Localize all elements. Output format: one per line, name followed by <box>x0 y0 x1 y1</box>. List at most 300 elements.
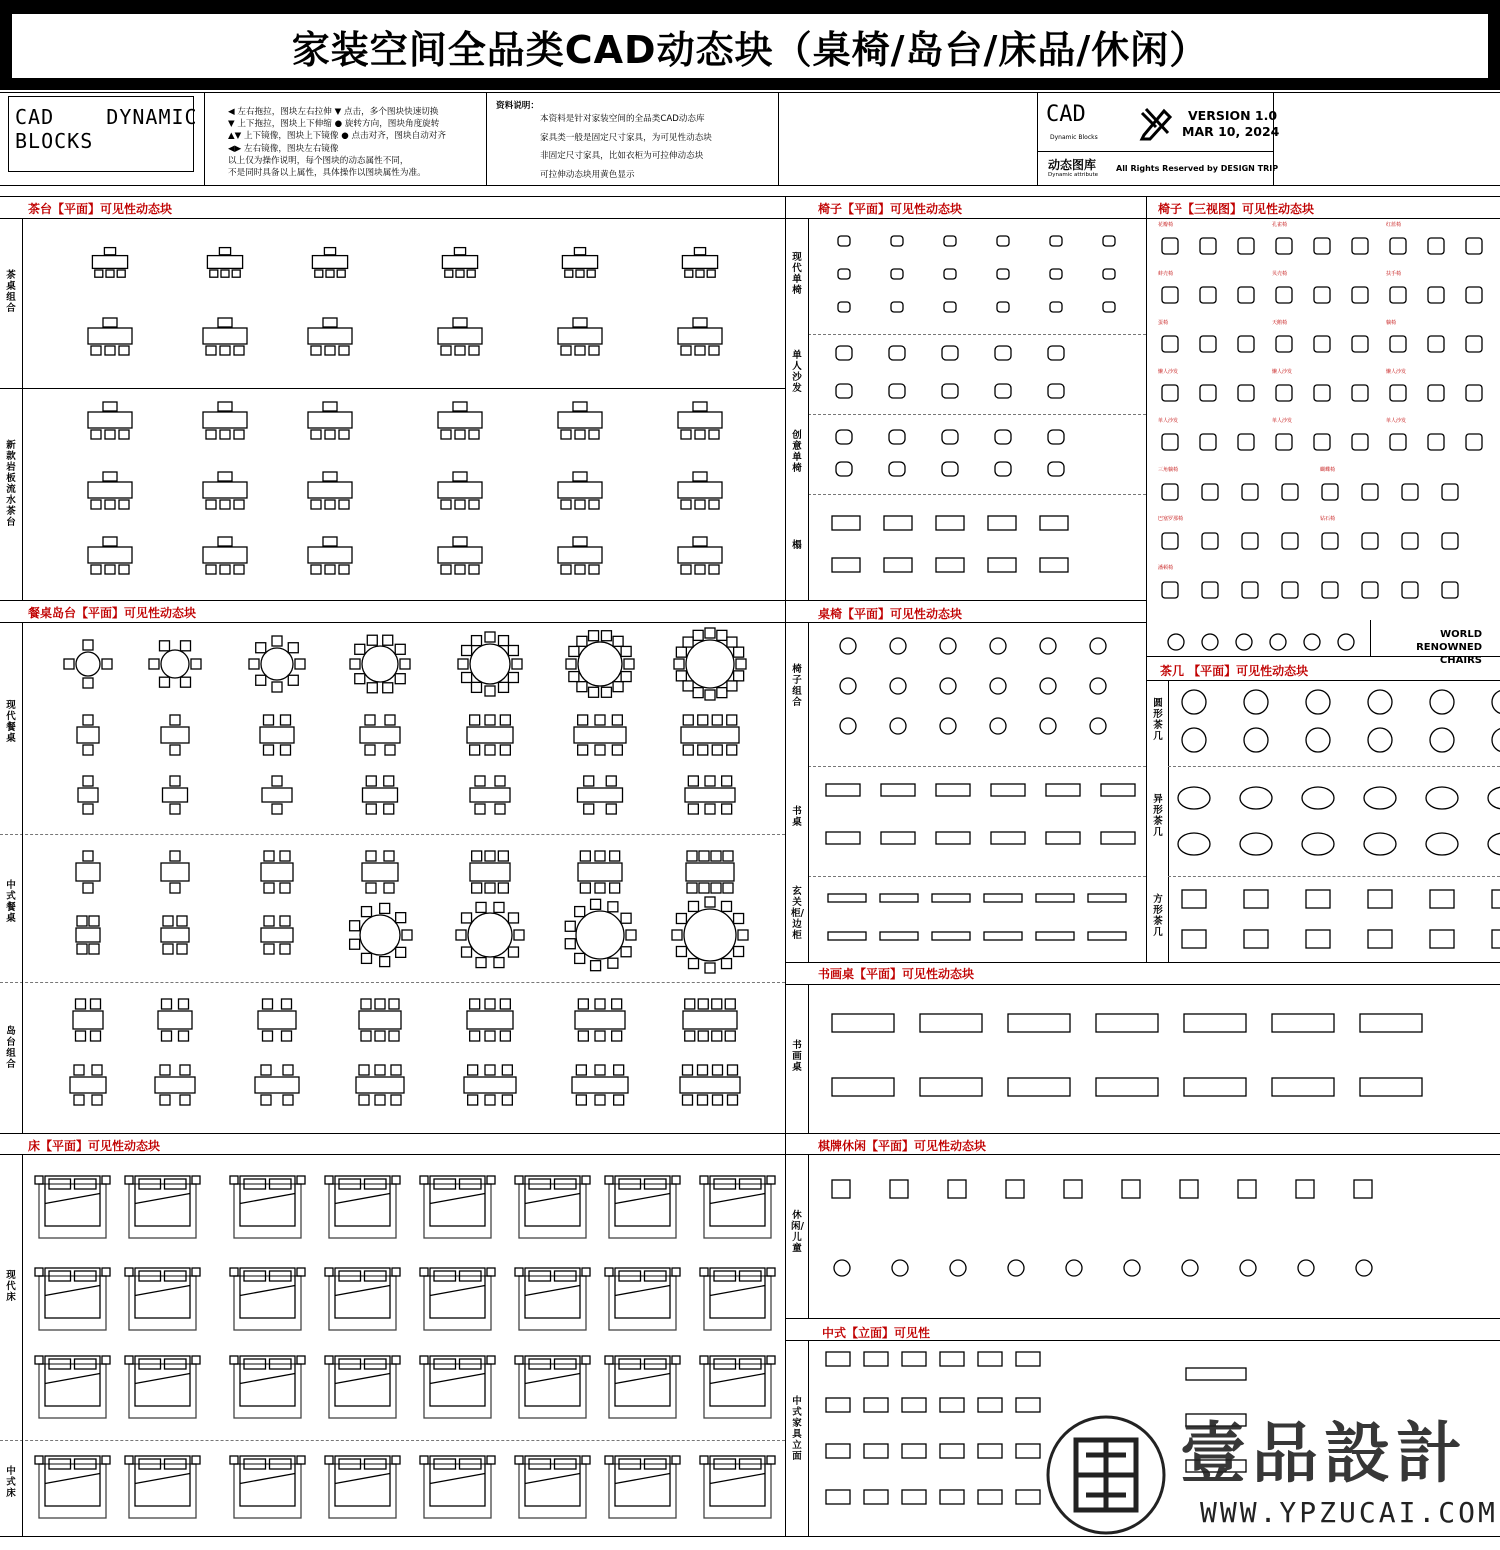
chair-symbol <box>485 632 495 642</box>
chair-symbol <box>103 472 117 481</box>
nightstand-symbol <box>102 1456 110 1464</box>
chair-symbol <box>337 270 345 277</box>
game-table-symbol <box>1064 1180 1082 1198</box>
coffee-table-symbol <box>1368 728 1392 752</box>
chair-symbol <box>220 346 230 355</box>
chair-symbol <box>1103 269 1115 279</box>
chair-symbol <box>472 682 482 692</box>
rug-symbol <box>39 1464 106 1518</box>
nightstand-symbol <box>192 1176 200 1184</box>
chair-3view-symbol <box>1322 484 1338 500</box>
chair-type-label: 单人沙发 <box>1386 418 1407 424</box>
coffee-table-symbol <box>1488 833 1500 855</box>
chair-symbol <box>380 903 390 913</box>
chair-symbol <box>838 269 850 279</box>
sofa-symbol <box>889 384 905 398</box>
nightstand-symbol <box>487 1268 495 1276</box>
chair-3view-symbol <box>1242 533 1258 549</box>
coffee-table-symbol <box>1492 890 1500 908</box>
coffee-table-symbol <box>1368 890 1392 908</box>
section-title-leisure: 棋牌休闲【平面】可见性动态块 <box>818 1139 987 1153</box>
desk-symbol <box>991 784 1025 796</box>
rug-symbol <box>424 1464 491 1518</box>
chair-symbol <box>119 565 129 574</box>
sofa-symbol <box>1048 346 1064 360</box>
tea-table-block <box>558 547 602 563</box>
chair-symbol <box>561 346 571 355</box>
dining-table-block <box>77 727 99 743</box>
chair-symbol <box>485 999 495 1009</box>
chair-symbol <box>282 1031 292 1041</box>
chair-symbol <box>683 681 693 691</box>
chair-symbol <box>612 715 622 725</box>
chair-3view-symbol <box>1442 533 1458 549</box>
elevation-symbol <box>978 1444 1002 1458</box>
chair-symbol <box>170 745 180 755</box>
elevation-symbol <box>978 1352 1002 1366</box>
chair-symbol <box>485 686 495 696</box>
chair-symbol <box>117 270 125 277</box>
elevation-symbol <box>978 1490 1002 1504</box>
coffee-table-symbol <box>1306 930 1330 948</box>
chair-type-label: 单人沙发 <box>1272 418 1293 424</box>
chair-symbol <box>576 270 584 277</box>
nightstand-symbol <box>297 1456 305 1464</box>
rug-symbol <box>129 1464 196 1518</box>
tea-table-block <box>92 256 127 269</box>
chair-symbol <box>722 776 732 786</box>
chair-symbol <box>601 687 611 697</box>
chair-symbol <box>380 957 390 967</box>
chair-symbol <box>383 635 393 645</box>
chair-type-label: 孔雀椅 <box>1272 222 1288 228</box>
chair-symbol <box>453 537 467 546</box>
dining-table-block <box>261 928 293 942</box>
blanket-fold-symbol <box>430 1286 485 1296</box>
nightstand-symbol <box>230 1268 238 1276</box>
chair-symbol <box>499 636 509 646</box>
chair-symbol <box>612 745 622 755</box>
elevation-symbol <box>940 1490 964 1504</box>
chair-symbol <box>727 681 737 691</box>
chair-symbol <box>441 346 451 355</box>
chair-symbol <box>940 638 956 654</box>
dining-table-block <box>470 644 510 684</box>
chair-symbol <box>365 745 375 755</box>
chair-symbol <box>472 851 482 861</box>
chair-symbol <box>375 1065 385 1075</box>
chair-symbol <box>575 346 585 355</box>
chair-symbol <box>105 500 115 509</box>
chair-symbol <box>89 916 99 926</box>
chair-symbol <box>576 1065 586 1075</box>
chair-symbol <box>705 628 715 638</box>
chair-symbol <box>508 913 518 923</box>
chair-symbol <box>149 659 159 669</box>
chair-symbol <box>709 346 719 355</box>
chair-symbol <box>472 636 482 646</box>
chair-symbol <box>219 248 230 255</box>
study-desk-symbol <box>1008 1078 1070 1096</box>
chair-3view-symbol <box>1390 336 1406 352</box>
chair-symbol <box>105 346 115 355</box>
watermark-seal-icon <box>1046 1400 1166 1550</box>
chair-symbol <box>91 346 101 355</box>
chair-symbol <box>699 883 709 893</box>
coffee-table-symbol <box>1244 890 1268 908</box>
chair-symbol <box>64 659 74 669</box>
tea-table-block <box>562 256 597 269</box>
chair-symbol <box>469 500 479 509</box>
blanket-fold-symbol <box>135 1474 190 1484</box>
chair-symbol <box>694 248 705 255</box>
coffee-table-symbol <box>1430 728 1454 752</box>
chair-symbol <box>717 688 727 698</box>
chair-symbol <box>889 462 905 476</box>
chair-3view-symbol <box>1390 287 1406 303</box>
dining-table-block <box>76 863 100 881</box>
nightstand-symbol <box>192 1356 200 1364</box>
chair-symbol <box>589 500 599 509</box>
chair-symbol <box>840 638 856 654</box>
chair-symbol <box>462 646 472 656</box>
chair-symbol <box>1048 430 1064 444</box>
nightstand-symbol <box>767 1356 775 1364</box>
chair-symbol <box>160 641 170 651</box>
chair-symbol <box>105 430 115 439</box>
chair-3view-symbol <box>1276 287 1292 303</box>
coffee-table-symbol <box>1430 930 1454 948</box>
nightstand-symbol <box>125 1356 133 1364</box>
chair-3view-symbol <box>1282 484 1298 500</box>
chair-symbol <box>89 944 99 954</box>
chair-symbol <box>575 953 585 963</box>
watermark-name: 壹品設計 <box>1180 1414 1468 1492</box>
chair-symbol <box>264 883 274 893</box>
chair-symbol <box>689 901 699 911</box>
elevation-symbol <box>1016 1490 1040 1504</box>
chair-symbol <box>162 999 172 1009</box>
dining-table-block <box>78 788 98 802</box>
chair-3view-symbol <box>1362 582 1378 598</box>
chair-3view-symbol <box>1352 385 1368 401</box>
chair-symbol <box>402 930 412 940</box>
chair-type-label: 巴塞罗那椅 <box>1158 516 1184 522</box>
elevation-symbol <box>864 1352 888 1366</box>
chair-symbol <box>77 916 87 926</box>
chair-symbol <box>500 715 510 725</box>
coffee-table-symbol <box>1306 890 1330 908</box>
chair-symbol <box>575 500 585 509</box>
side-label: 新款岩板流水茶台 <box>6 440 16 528</box>
rug-symbol <box>129 1276 196 1330</box>
nightstand-symbol <box>125 1456 133 1464</box>
tea-table-block <box>438 482 482 498</box>
nightstand-symbol <box>515 1176 523 1184</box>
date-label: MAR 10, 2024 <box>1182 124 1280 139</box>
rug-symbol <box>609 1184 676 1238</box>
chair-symbol <box>1090 638 1106 654</box>
chair-3view-symbol <box>1162 238 1178 254</box>
chair-3view-symbol <box>1402 484 1418 500</box>
tea-table-block <box>88 547 132 563</box>
chair-symbol <box>494 958 504 968</box>
chair-symbol <box>580 851 590 861</box>
chair-3view-symbol <box>1322 582 1338 598</box>
chair-3view-symbol <box>1162 582 1178 598</box>
chair-symbol <box>1050 269 1062 279</box>
nightstand-symbol <box>420 1268 428 1276</box>
daybed-symbol <box>1040 516 1068 530</box>
dining-table-block <box>467 1011 513 1029</box>
chair-symbol <box>722 959 732 969</box>
chair-3view-symbol <box>1352 434 1368 450</box>
blanket-fold-symbol <box>710 1474 765 1484</box>
cabinet-symbol <box>1088 932 1126 940</box>
chair-symbol <box>508 673 518 683</box>
nightstand-symbol <box>230 1176 238 1184</box>
chair-symbol <box>441 430 451 439</box>
dining-table-block <box>260 727 294 743</box>
nightstand-symbol <box>605 1268 613 1276</box>
chair-type-label: 潘顿椅 <box>1158 565 1174 571</box>
dining-table-block <box>681 727 739 743</box>
game-table-symbol <box>1180 1180 1198 1198</box>
dining-table-block <box>683 1011 737 1029</box>
chair-symbol <box>485 1031 495 1041</box>
chair-3view-symbol <box>1238 434 1254 450</box>
chair-3view-symbol <box>1428 336 1444 352</box>
chair-symbol <box>160 1095 170 1105</box>
library-label: 动态图库 <box>1048 158 1097 172</box>
desk-symbol <box>1101 832 1135 844</box>
tea-table-block <box>678 328 722 344</box>
chair-symbol <box>218 318 232 327</box>
cabinet-symbol <box>984 932 1022 940</box>
chair-3view-symbol <box>1276 385 1292 401</box>
nightstand-symbol <box>325 1356 333 1364</box>
study-desk-symbol <box>1272 1078 1334 1096</box>
side-label: 单人沙发 <box>792 350 802 394</box>
chair-symbol <box>325 565 335 574</box>
kids-furniture-symbol <box>1240 1260 1256 1276</box>
side-label: 休闲/儿童 <box>791 1210 804 1254</box>
dining-table-block <box>576 911 624 959</box>
chair-symbol <box>163 944 173 954</box>
side-label: 异形茶几 <box>1153 794 1163 838</box>
chair-symbol <box>462 947 472 957</box>
chair-3view-symbol <box>1282 582 1298 598</box>
chair-symbol <box>311 430 321 439</box>
daybed-symbol <box>988 558 1016 572</box>
nightstand-symbol <box>392 1268 400 1276</box>
chair-3view-symbol <box>1362 533 1378 549</box>
chair-symbol <box>470 745 480 755</box>
chair-symbol <box>288 675 298 685</box>
chair-type-label: 懒人沙发 <box>1272 369 1293 375</box>
chair-symbol <box>83 776 93 786</box>
rug-symbol <box>329 1276 396 1330</box>
rug-symbol <box>519 1464 586 1518</box>
rug-symbol <box>519 1184 586 1238</box>
chair-symbol <box>995 462 1011 476</box>
coffee-table-symbol <box>1368 690 1392 714</box>
brand-cad: CAD <box>1046 102 1086 127</box>
sofa-symbol <box>1048 384 1064 398</box>
daybed-symbol <box>1040 558 1068 572</box>
chair-symbol <box>180 1065 190 1075</box>
chair-symbol <box>395 674 405 684</box>
chair-symbol <box>891 302 903 312</box>
blanket-fold-symbol <box>615 1194 670 1204</box>
desk-symbol <box>1046 832 1080 844</box>
chair-symbol <box>584 804 594 814</box>
chair-symbol <box>990 678 1006 694</box>
chair-symbol <box>218 472 232 481</box>
chair-symbol <box>453 402 467 411</box>
blanket-fold-symbol <box>240 1286 295 1296</box>
chair-symbol <box>295 659 305 669</box>
chair-symbol <box>736 659 746 669</box>
game-table-symbol <box>832 1180 850 1198</box>
blanket-fold-symbol <box>430 1374 485 1384</box>
desk-symbol <box>826 784 860 796</box>
rug-symbol <box>234 1276 301 1330</box>
chair-symbol <box>595 883 605 893</box>
chair-symbol <box>350 939 360 949</box>
coffee-table-symbol <box>1244 690 1268 714</box>
chair-symbol <box>693 688 703 698</box>
chair-symbol <box>325 500 335 509</box>
chair-symbol <box>359 1095 369 1105</box>
chair-symbol <box>944 302 956 312</box>
section-title-tea: 茶台【平面】可见性动态块 <box>28 202 173 216</box>
chair-3view-symbol <box>1442 484 1458 500</box>
chair-symbol <box>191 659 201 669</box>
chair-3view-symbol <box>1322 533 1338 549</box>
chair-symbol <box>210 270 218 277</box>
chair-3view-symbol <box>1202 533 1218 549</box>
chair-symbol <box>206 346 216 355</box>
chair-3view-symbol <box>1402 582 1418 598</box>
chair-symbol <box>685 999 695 1009</box>
rug-symbol <box>129 1184 196 1238</box>
nightstand-symbol <box>605 1456 613 1464</box>
dining-table-block <box>163 788 188 802</box>
rug-symbol <box>519 1276 586 1330</box>
chair-symbol <box>220 565 230 574</box>
chair-symbol <box>441 500 451 509</box>
chair-symbol <box>367 683 377 693</box>
chair-symbol <box>485 715 495 725</box>
nightstand-symbol <box>515 1456 523 1464</box>
section-title-deskchair: 桌椅【平面】可见性动态块 <box>818 607 963 621</box>
tea-table-block <box>308 412 352 428</box>
chair-symbol <box>889 430 905 444</box>
chair-symbol <box>997 236 1009 246</box>
dining-table-block <box>155 1077 195 1093</box>
chair-symbol <box>264 745 274 755</box>
game-table-symbol <box>1238 1180 1256 1198</box>
dining-table-block <box>261 863 293 881</box>
chair-symbol <box>587 270 595 277</box>
tea-table-block <box>442 256 477 269</box>
kids-furniture-symbol <box>1182 1260 1198 1276</box>
chair-symbol <box>695 346 705 355</box>
chair-symbol <box>396 913 406 923</box>
section-title-chinese: 中式【立面】可见性 <box>822 1326 931 1340</box>
chair-symbol <box>942 430 958 444</box>
dining-table-block <box>362 646 398 682</box>
chair-symbol <box>681 346 691 355</box>
chair-symbol <box>612 999 622 1009</box>
study-desk-symbol <box>920 1078 982 1096</box>
chair-3view-symbol <box>1390 434 1406 450</box>
chair-symbol <box>606 804 616 814</box>
chair-symbol <box>502 1065 512 1075</box>
chair-symbol <box>76 999 86 1009</box>
chair-symbol <box>606 776 616 786</box>
chair-symbol <box>734 914 744 924</box>
chair-symbol <box>180 1095 190 1105</box>
chair-symbol <box>575 907 585 917</box>
chair-3view-symbol <box>1428 385 1444 401</box>
chair-symbol <box>83 678 93 688</box>
elevation-symbol <box>826 1352 850 1366</box>
elevation-symbol <box>940 1398 964 1412</box>
nightstand-symbol <box>515 1356 523 1364</box>
study-desk-symbol <box>920 1014 982 1032</box>
chair-symbol <box>325 430 335 439</box>
chair-3view-symbol <box>1314 238 1330 254</box>
tea-table-block <box>203 482 247 498</box>
chair-3view-symbol <box>1466 385 1482 401</box>
instruction-line: 不是同时具备以上属性，具体操作以图块属性为准。 <box>228 168 426 179</box>
chair-type-label: 天鹅椅 <box>1272 320 1288 326</box>
chair-3view-symbol <box>1270 634 1286 650</box>
version-label: VERSION 1.0 <box>1188 108 1278 123</box>
chair-symbol <box>315 270 323 277</box>
tea-table-block <box>88 482 132 498</box>
chair-symbol <box>455 565 465 574</box>
page-title: 家装空间全品类CAD动态块（桌椅/岛台/床品/休闲） <box>291 27 1209 72</box>
chair-symbol <box>1040 718 1056 734</box>
nightstand-symbol <box>582 1456 590 1464</box>
chair-symbol <box>610 883 620 893</box>
nightstand-symbol <box>297 1356 305 1364</box>
daybed-symbol <box>936 558 964 572</box>
chair-symbol <box>589 687 599 697</box>
chair-symbol <box>695 500 705 509</box>
desk-symbol <box>936 832 970 844</box>
chair-symbol <box>676 671 686 681</box>
nightstand-symbol <box>392 1456 400 1464</box>
chair-symbol <box>485 745 495 755</box>
desk-symbol <box>826 832 860 844</box>
chair-symbol <box>103 402 117 411</box>
dining-table-block <box>684 909 736 961</box>
study-desk-symbol <box>1008 1014 1070 1032</box>
chair-3view-symbol <box>1162 434 1178 450</box>
chair-3view-symbol <box>1390 385 1406 401</box>
chair-symbol <box>713 1095 723 1105</box>
side-label: 中式餐桌 <box>6 880 16 924</box>
desk-symbol <box>881 832 915 844</box>
chair-symbol <box>282 999 292 1009</box>
chair-symbol <box>688 804 698 814</box>
sofa-symbol <box>942 384 958 398</box>
chair-symbol <box>234 500 244 509</box>
